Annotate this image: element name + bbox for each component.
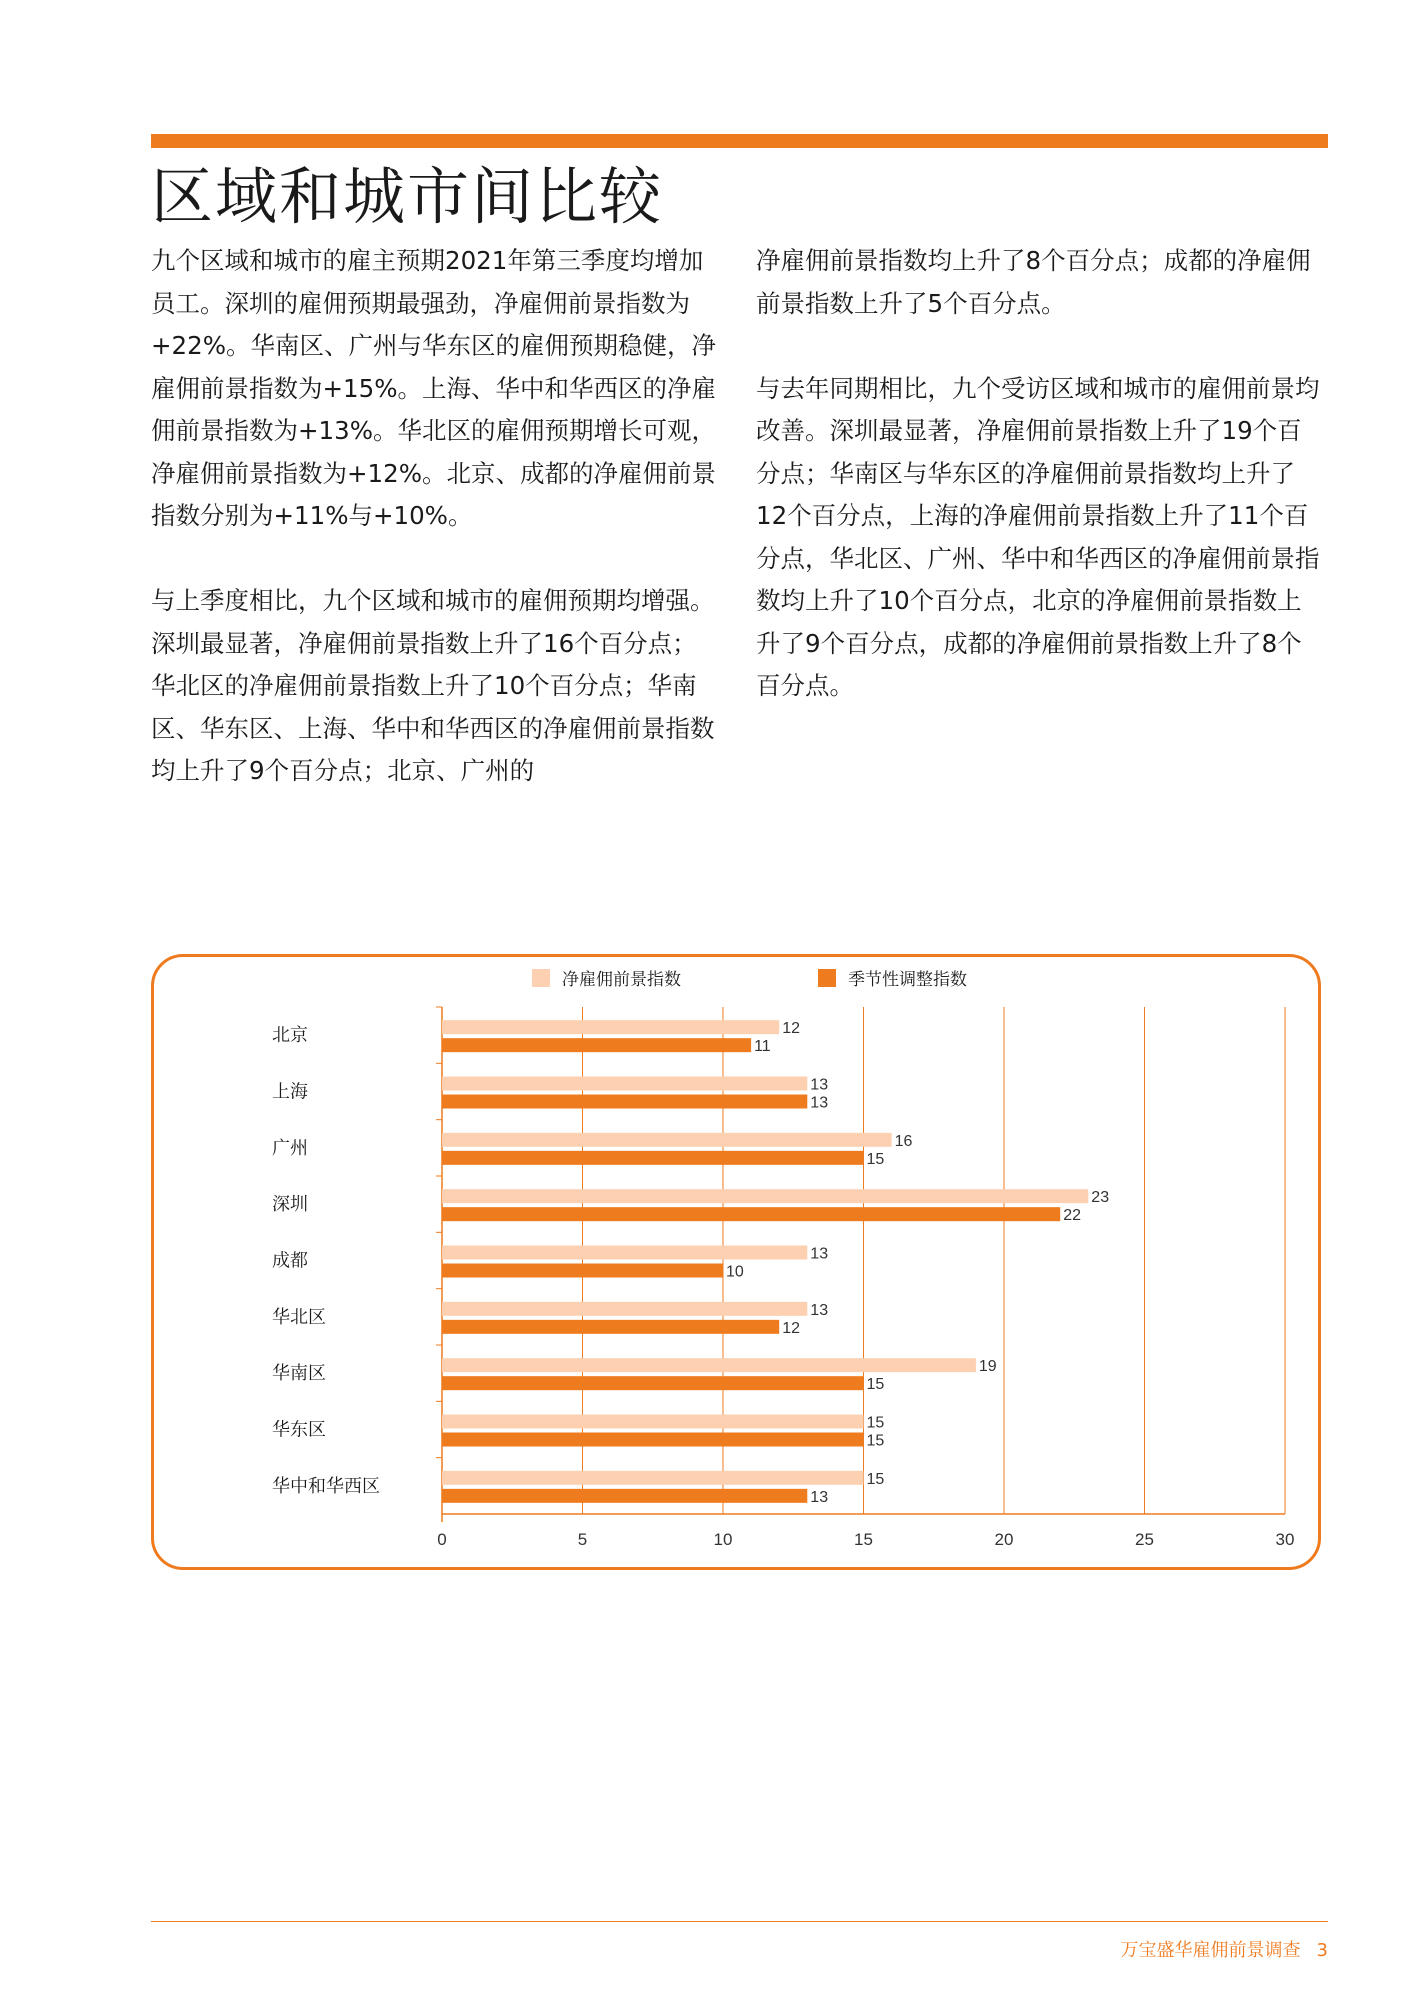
chart-container <box>151 954 1321 1570</box>
bar <box>442 1358 976 1372</box>
paragraph: 与去年同期相比，九个受访区域和城市的雇佣前景均改善。深圳最显著，净雇佣前景指数上升了19个百分点；华南区与华东区的净雇佣前景指数均上升了12个百分点，上海的净雇佣前景指数上升了11个百分点，华北区、广州、华中和华西区的净雇佣前景指数均上升了10个百分点，北京的净雇佣前景指数上升了9个百分点，成都的净雇佣前景指数上升了8个百分点。 <box>756 373 1320 700</box>
footer-title: 万宝盛华雇佣前景调查 <box>1120 1940 1301 1961</box>
bar <box>442 1207 1060 1221</box>
data-label: 15 <box>866 1432 885 1450</box>
bar <box>442 1320 779 1334</box>
footer-divider <box>151 1921 1328 1922</box>
bar <box>442 1376 864 1390</box>
legend-swatch <box>532 969 550 987</box>
page-number: 3 <box>1316 1940 1328 1961</box>
legend-label: 净雇佣前景指数 <box>562 970 681 990</box>
data-label: 13 <box>810 1076 829 1094</box>
category-label: 北京 <box>272 1025 308 1047</box>
bar <box>442 1246 807 1260</box>
bar <box>442 1415 864 1429</box>
legend-swatch <box>818 969 836 987</box>
bar <box>442 1095 807 1109</box>
data-label: 15 <box>866 1150 885 1168</box>
bar <box>442 1302 807 1316</box>
x-tick-label: 20 <box>994 1530 1014 1549</box>
x-tick-label: 25 <box>1135 1530 1154 1549</box>
category-label: 华北区 <box>272 1306 326 1328</box>
data-label: 23 <box>1091 1189 1110 1207</box>
right-column <box>756 240 1326 708</box>
data-label: 15 <box>866 1376 885 1394</box>
data-label: 15 <box>866 1470 885 1488</box>
bar <box>442 1038 751 1052</box>
data-label: 11 <box>754 1038 771 1056</box>
bar-chart <box>154 957 1318 1567</box>
bar <box>442 1151 864 1165</box>
data-label: 22 <box>1063 1207 1081 1225</box>
top-accent-bar <box>151 134 1328 148</box>
left-column <box>151 240 721 793</box>
data-label: 13 <box>810 1245 829 1263</box>
footer <box>1121 1936 1328 1962</box>
data-label: 12 <box>782 1319 800 1337</box>
data-label: 13 <box>810 1488 829 1506</box>
category-label: 华南区 <box>272 1363 326 1385</box>
paragraph: 净雇佣前景指数均上升了8个百分点；成都的净雇佣前景指数上升了5个百分点。 <box>756 246 1311 318</box>
x-tick-label: 15 <box>854 1530 873 1549</box>
bar <box>442 1489 807 1503</box>
page-title: 区域和城市间比较 <box>151 160 664 233</box>
legend-label: 季节性调整指数 <box>848 970 967 990</box>
bar <box>442 1077 807 1091</box>
data-label: 15 <box>866 1414 885 1432</box>
bar <box>442 1020 779 1034</box>
x-tick-label: 10 <box>713 1530 733 1549</box>
category-label: 上海 <box>272 1081 308 1103</box>
paragraph: 与上季度相比，九个区域和城市的雇佣预期均增强。深圳最显著，净雇佣前景指数上升了16个百分点；华北区的净雇佣前景指数上升了10个百分点；华南区、华东区、上海、华中和华西区的净雇佣前景指数均上升了9个百分点；北京、广州的 <box>151 586 715 785</box>
data-label: 13 <box>810 1301 829 1319</box>
bar <box>442 1189 1088 1203</box>
x-tick-label: 0 <box>437 1530 447 1549</box>
bar <box>442 1471 864 1485</box>
bar <box>442 1264 723 1278</box>
category-label: 深圳 <box>272 1194 308 1216</box>
bar <box>442 1433 864 1447</box>
category-label: 华中和华西区 <box>272 1475 380 1497</box>
category-label: 成都 <box>272 1250 308 1272</box>
bar <box>442 1133 892 1147</box>
data-label: 13 <box>810 1094 829 1112</box>
category-label: 广州 <box>272 1137 308 1159</box>
category-label: 华东区 <box>272 1419 326 1441</box>
data-label: 16 <box>894 1132 913 1150</box>
data-label: 12 <box>782 1020 800 1038</box>
x-tick-label: 5 <box>577 1530 588 1549</box>
paragraph: 九个区域和城市的雇主预期2021年第三季度均增加员工。深圳的雇佣预期最强劲，净雇佣前景指数为+22%。华南区、广州与华东区的雇佣预期稳健，净雇佣前景指数为+15%。上海、华中和华西区的净雇佣前景指数为+13%。华北区的雇佣预期增长可观，净雇佣前景指数为+12%。北京、成都的净雇佣前景指数分别为+11%与+10%。 <box>151 246 716 530</box>
x-tick-label: 30 <box>1275 1530 1295 1549</box>
data-label: 19 <box>978 1358 997 1376</box>
data-label: 10 <box>726 1263 744 1281</box>
